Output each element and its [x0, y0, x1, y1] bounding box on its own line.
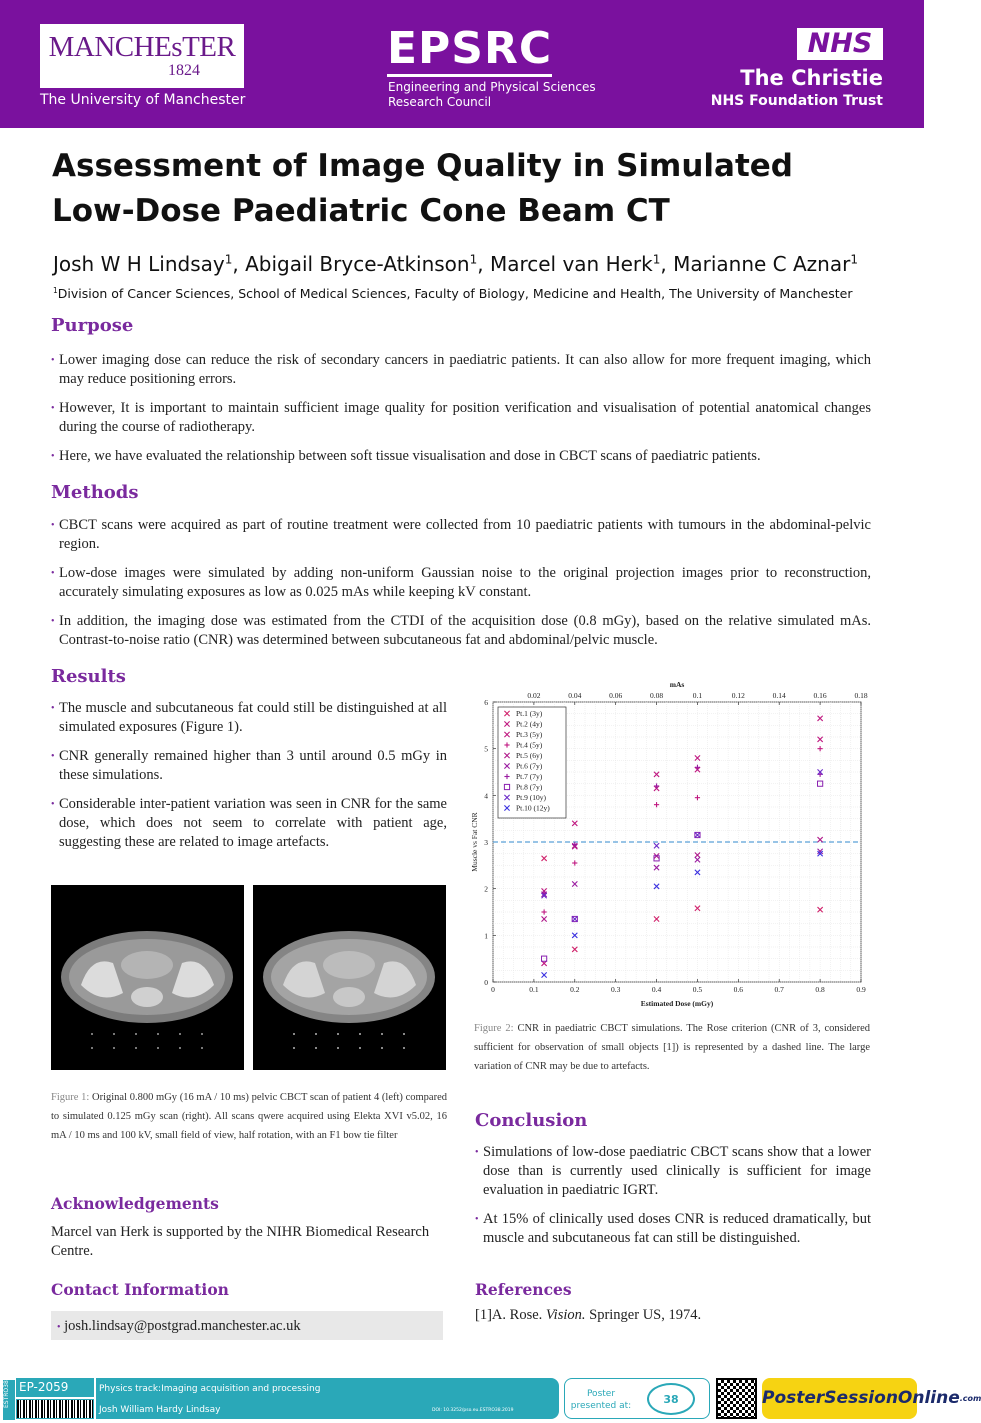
- conclusion-list: [475, 1143, 871, 1258]
- acknowledgements-heading: Acknowledgements: [51, 1194, 219, 1213]
- x-tick-label: 0.8: [815, 985, 825, 994]
- x-tick-label: 0.1: [529, 985, 539, 994]
- footer-author: Josh William Hardy Lindsay: [99, 1405, 221, 1415]
- legend-entry: Pt.8 (7y): [516, 782, 543, 792]
- top-tick-label: 0.02: [527, 691, 541, 700]
- affiliation-sup: 1: [53, 285, 58, 295]
- y-tick-label: 2: [484, 884, 488, 894]
- author-sup: 1: [469, 252, 478, 267]
- author-list: Josh W H Lindsay$^1$, Abigail Bryce-Atkinson$^1$, Marcel van Herk$^1$, Marianne C Aznar$^1$: [53, 252, 858, 276]
- legend-entry: Pt.4 (5y): [516, 740, 543, 750]
- poster-title: [52, 144, 872, 234]
- top-tick-label: 0.06: [609, 691, 623, 700]
- y-tick-label: 4: [484, 791, 488, 801]
- contact-box: [51, 1311, 443, 1340]
- y-axis-label: Muscle vs Fat CNR: [470, 812, 479, 872]
- nhs-logo: NHS: [797, 28, 883, 60]
- author-sup: 1: [850, 252, 858, 267]
- y-tick-label: 6: [484, 698, 488, 707]
- conclusion-item: • Simulations of low-dose paediatric CBCT scans show that a lower dose than is currently used clinically is sufficient for image evaluation in paediatric IGRT.: [475, 1143, 871, 1200]
- poster-title-line1: Assessment of Image Quality in Simulated: [52, 148, 793, 184]
- x-tick-label: 0.4: [651, 985, 662, 994]
- epsrc-subtitle-line1: Engineering and Physical Sciences: [388, 80, 596, 94]
- contact-email-link[interactable]: josh.lindsay@postgrad.manchester.ac.uk: [64, 1318, 301, 1334]
- cnr-scatter-chart: [463, 672, 873, 1012]
- x-tick-label: 0.3: [610, 985, 621, 994]
- y-tick-label: 3: [484, 838, 488, 847]
- top-tick-label: 0.1: [692, 691, 703, 700]
- top-tick-label: 0.04: [568, 691, 582, 700]
- legend-entry: Pt.5 (6y): [516, 751, 543, 760]
- top-tick-label: 0.12: [731, 691, 745, 700]
- legend-entry: Pt.10 (12y): [516, 803, 550, 813]
- top-axis-label: mAs: [669, 680, 685, 689]
- footer-presented-box: [564, 1378, 710, 1419]
- reference-item: [475, 1306, 871, 1325]
- contact-heading: Contact Information: [51, 1280, 229, 1299]
- results-item: • The muscle and subcutaneous fat could still be distinguished at all simulated exposures (Figure 1).: [51, 699, 447, 737]
- methods-list: [51, 516, 871, 660]
- methods-heading: Methods: [51, 482, 139, 503]
- legend-entry: Pt.7 (7y): [516, 772, 543, 781]
- ct-scan-simulated-image: [253, 885, 446, 1070]
- christie-trust: NHS Foundation Trust: [710, 93, 883, 109]
- x-tick-label: 0.2: [570, 985, 580, 994]
- x-tick-label: 0.5: [692, 985, 703, 994]
- figure1-label: Figure 1:: [51, 1092, 90, 1103]
- qr-code-icon[interactable]: [716, 1378, 757, 1419]
- author-name: Marcel van Herk: [489, 252, 653, 276]
- reference-title: Vision.: [545, 1307, 586, 1323]
- y-tick-label: 1: [484, 931, 488, 941]
- affiliation: [53, 286, 853, 301]
- affiliation-text: Division of Cancer Sciences, School of Medical Sciences, Faculty of Biology, Medicine and Health, The University of Manchester: [57, 286, 853, 301]
- figure2-text: CNR in paediatric CBCT simulations. The Rose criterion (CNR of 3, considered sufficient for observation of small objects [1]) is represented by a dashed line. The large variation of CNR may be due to artefacts.: [474, 1023, 870, 1072]
- epsrc-logo: EPSRC: [387, 24, 552, 77]
- manchester-logo: [40, 24, 244, 88]
- results-item: • Considerable inter-patient variation was seen in CNR for the same dose, which does not seem to correlate with patient age, suggesting these are related to image artefacts.: [51, 795, 447, 852]
- methods-item: • CBCT scans were acquired as part of routine treatment were collected from 10 paediatric patients with tumours in the abdominal-pelvic region.: [51, 516, 871, 554]
- barcode-icon: [16, 1399, 94, 1419]
- figure2-label: Figure 2:: [474, 1023, 514, 1034]
- estro-badge-icon: 38: [647, 1383, 695, 1415]
- ct-scan-original-image: [51, 885, 244, 1070]
- x-tick-label: 0.7: [774, 985, 784, 994]
- header-banner: [0, 0, 924, 128]
- results-item: • CNR generally remained higher than 3 until around 0.5 mGy in these simulations.: [51, 747, 447, 785]
- purpose-item: • However, It is important to maintain sufficient image quality for position verification and visualisation of potential anatomical changes during the course of radiotherapy.: [51, 399, 871, 437]
- top-tick-label: 0.14: [772, 691, 786, 700]
- references-heading: References: [475, 1280, 572, 1299]
- methods-item: • Low-dose images were simulated by adding non-uniform Gaussian noise to the original projection images prior to reconstruction, accurately simulating exposures as low as 0.025 mAs while keeping kV constant.: [51, 564, 871, 602]
- legend-entry: Pt.6 (7y): [516, 761, 543, 771]
- author-name: Marianne C Aznar: [673, 252, 851, 276]
- reference-author: A. Rose.: [491, 1307, 543, 1323]
- y-tick-label: 5: [484, 744, 488, 754]
- figure1-caption: [51, 1088, 447, 1145]
- conclusion-heading: Conclusion: [475, 1110, 588, 1131]
- purpose-heading: Purpose: [51, 315, 134, 336]
- manchester-logo-name: MANCHEsTER: [48, 31, 236, 63]
- top-tick-label: 0.08: [649, 691, 664, 700]
- legend-entry: Pt.3 (5y): [516, 730, 543, 739]
- legend-entry: Pt.9 (10y): [516, 793, 546, 802]
- footer-poster-id: EP-2059: [16, 1378, 94, 1397]
- christie-name: The Christie: [740, 66, 883, 90]
- author-sup: 1: [652, 252, 661, 267]
- footer-side-code: ESTRO38: [3, 1380, 10, 1408]
- top-tick-label: 0.16: [813, 691, 827, 700]
- purpose-item: • Here, we have evaluated the relationship between soft tissue visualisation and dose in CBCT scans of paediatric patients.: [51, 447, 871, 466]
- x-tick-label: 0.6: [733, 985, 744, 994]
- footer-presented-text: [565, 1388, 637, 1412]
- top-tick-label: 0.18: [854, 691, 868, 700]
- x-axis-label: Estimated Dose (mGy): [640, 999, 714, 1008]
- postersessiononline-logo[interactable]: [762, 1378, 981, 1419]
- figure2-caption: [474, 1019, 870, 1076]
- author-sup: 1: [224, 252, 233, 267]
- footer-presented-line1: Poster: [586, 1389, 616, 1399]
- legend-entry: Pt.2 (4y): [516, 719, 543, 729]
- acknowledgements-text: Marcel van Herk is supported by the NIHR Biomedical Research Centre.: [51, 1224, 430, 1259]
- purpose-item: • Lower imaging dose can reduce the risk of secondary cancers in paediatric patients. It can also allow for more frequent imaging, which may reduce positioning errors.: [51, 351, 871, 389]
- footer-track: Physics track:Imaging acquisition and processing: [99, 1384, 321, 1394]
- author-name: Abigail Bryce-Atkinson: [245, 252, 470, 276]
- pso-brand-suffix: .com: [959, 1394, 981, 1403]
- footer-side-tag: [3, 1380, 15, 1420]
- epsrc-subtitle: [388, 80, 596, 110]
- results-list: [51, 699, 447, 862]
- pso-brand: PosterSessionOnline: [762, 1388, 960, 1408]
- footer-doi: DOI: 10.3252/pso.eu.ESTRO38.2019: [432, 1408, 514, 1413]
- reference-publisher: Springer US, 1974.: [589, 1307, 702, 1323]
- legend-entry: Pt.1 (3y): [516, 709, 543, 718]
- x-tick-label: 0.9: [856, 985, 866, 994]
- results-heading: Results: [51, 666, 126, 687]
- footer-bar: [0, 1375, 981, 1423]
- footer-presented-line2: presented at:: [570, 1401, 632, 1411]
- figure1-text: Original 0.800 mGy (16 mA / 10 ms) pelvic CBCT scan of patient 4 (left) compared to simulated 0.125 mGy scan (right). All scans qwere acquired using Elekta XVI v5.02, 16 mA / 10 ms and 100 kV, small field of view, half rotation, with an F1 bow tie filter: [51, 1092, 447, 1141]
- reference-number: [1]: [475, 1307, 492, 1323]
- manchester-logo-year: 1824: [168, 62, 200, 79]
- contact-bullet: •: [57, 1322, 61, 1333]
- y-tick-label: 0: [484, 978, 488, 987]
- footer-track-box: [96, 1378, 559, 1419]
- conclusion-item: • At 15% of clinically used doses CNR is reduced dramatically, but muscle and subcutaneous fat can still be distinguished.: [475, 1210, 871, 1248]
- purpose-list: [51, 351, 871, 476]
- author-name: Josh W H Lindsay: [53, 252, 225, 276]
- poster-title-line2: Low-Dose Paediatric Cone Beam CT: [52, 193, 670, 229]
- manchester-subtitle: The University of Manchester: [40, 92, 246, 108]
- x-tick-label: 0: [491, 985, 495, 994]
- methods-item: • In addition, the imaging dose was estimated from the CTDI of the acquisition dose (0.8 mGy), based on the relative simulated mAs. Contrast-to-noise ratio (CNR) was determined between subcutaneous fat and abdominal/pelvic muscle.: [51, 612, 871, 650]
- epsrc-subtitle-line2: Research Council: [388, 95, 492, 109]
